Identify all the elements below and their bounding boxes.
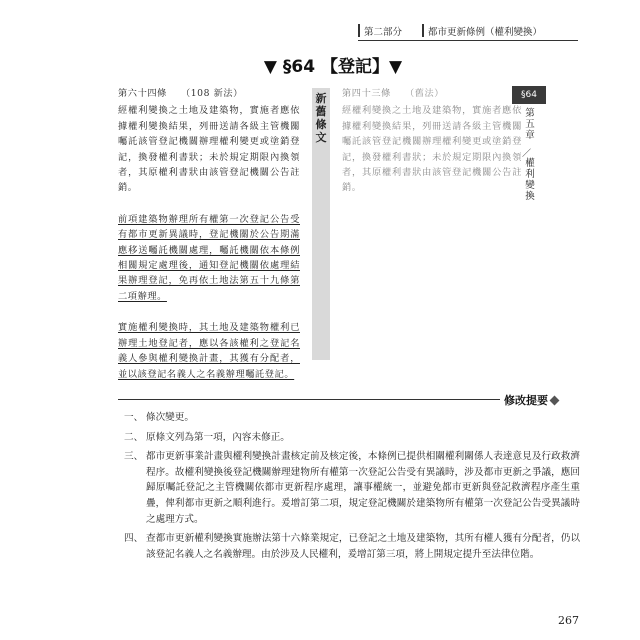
revision-item-text: 條次變更。 <box>146 412 194 423</box>
new-law-article: 第六十四條 <box>118 88 167 99</box>
header-title: 都市更新條例（權利變換） <box>428 27 543 38</box>
old-law-paragraph-1: 經權利變換之土地及建築物，實施者應依據權利變換結果，列冊送請各級主管機關囑託該管登記機關辦理權利變更或塗銷登記，換發權利書狀；未於規定期限內換領者，其原權利書狀由該管登記機關公告註銷。 <box>342 105 522 194</box>
chapter-tab-label: 第五章 <box>525 108 535 141</box>
header-bar <box>358 24 360 37</box>
revision-item-number: 四、 <box>124 533 144 545</box>
revision-heading-text: 修改提要 <box>504 394 548 407</box>
revision-item <box>124 449 580 527</box>
revision-rule <box>118 399 500 400</box>
new-law-paragraph-2: 前項建築物辦理所有權第一次登記公告受有都市更新異議時，登記機關於公告期滿應移送囑託機關處理，囑託機關依本條例相關規定處理後，通知登記機關依處理結果辦理登記，免再依土地法第五十九條第二項辦理。 <box>118 213 300 302</box>
old-law-column <box>342 86 522 212</box>
old-law-article: 第四十三條 <box>342 88 391 99</box>
revision-item-number: 三、 <box>124 451 144 463</box>
new-law-paragraph-3: 實施權利變換時，其土地及建築物權利已辦理土地登記者，應以各該權利之登記名義人參與權利變換計畫，其獲有分配者，並以該登記名義人之名義辦理囑託登記。 <box>118 322 300 380</box>
section-tab: §64 <box>512 86 546 104</box>
new-law-paragraph-1: 經權利變換之土地及建築物，實施者應依據權利變換結果，列冊送請各級主管機關囑託該管登記機關辦理權利變更或塗銷登記，換發權利書狀；未於規定期限內換領者，其原權利書狀由該管登記機關公告註銷。 <box>118 105 300 194</box>
revision-item-number: 一、 <box>124 412 144 423</box>
old-law-tag: （舊法） <box>404 88 445 99</box>
revision-item-number: 二、 <box>124 431 144 443</box>
section-title: ▼ §64 【登記】▼ <box>263 57 403 77</box>
running-header <box>358 22 578 41</box>
revision-item <box>124 410 580 426</box>
diamond-icon <box>550 396 560 406</box>
new-law-column <box>118 86 300 398</box>
header-bar <box>422 24 424 37</box>
old-law-heading <box>342 86 522 101</box>
topic-tab-label: 權利變換 <box>525 158 535 202</box>
comparison-label: 新舊條文 <box>315 92 327 144</box>
document-page <box>58 8 578 632</box>
page-number: 267 <box>558 614 579 627</box>
revision-heading <box>504 392 558 408</box>
header-part: 第二部分 <box>364 27 403 38</box>
revision-item-text: 原條文列為第一項，內容未修正。 <box>146 431 290 443</box>
revision-list <box>124 410 580 566</box>
revision-item <box>124 430 580 446</box>
revision-item <box>124 531 580 562</box>
revision-item-text: 都市更新事業計畫與權利變換計畫核定前及核定後，本條例已提供相關權利關係人表達意見及行政救濟程序。故權利變換後登記機關辦理建物所有權第一次登記公告受有異議時，涉及都市更新之爭議，應回歸原囑託登記之主管機關依都市更新程序處理，讓事權統一，並避免都市更新與登記救濟程序產生重疊，俾利都市更新之順利進行。爰增訂第二項，規定登記機關於建築物所有權第一次登記公告受異議時之處理方式。 <box>146 451 580 525</box>
slash-divider: ／ <box>522 149 532 159</box>
revision-item-text: 查都市更新權利變換實施辦法第十六條業規定，已登記之土地及建築物，其所有權人獲有分配者，仍以該登記名義人之名義辦理。由於涉及人民權利，爰增訂第三項，將上開規定提升至法律位階。 <box>146 533 580 560</box>
new-law-heading <box>118 86 300 101</box>
new-law-tag: （108 新法） <box>180 88 243 99</box>
